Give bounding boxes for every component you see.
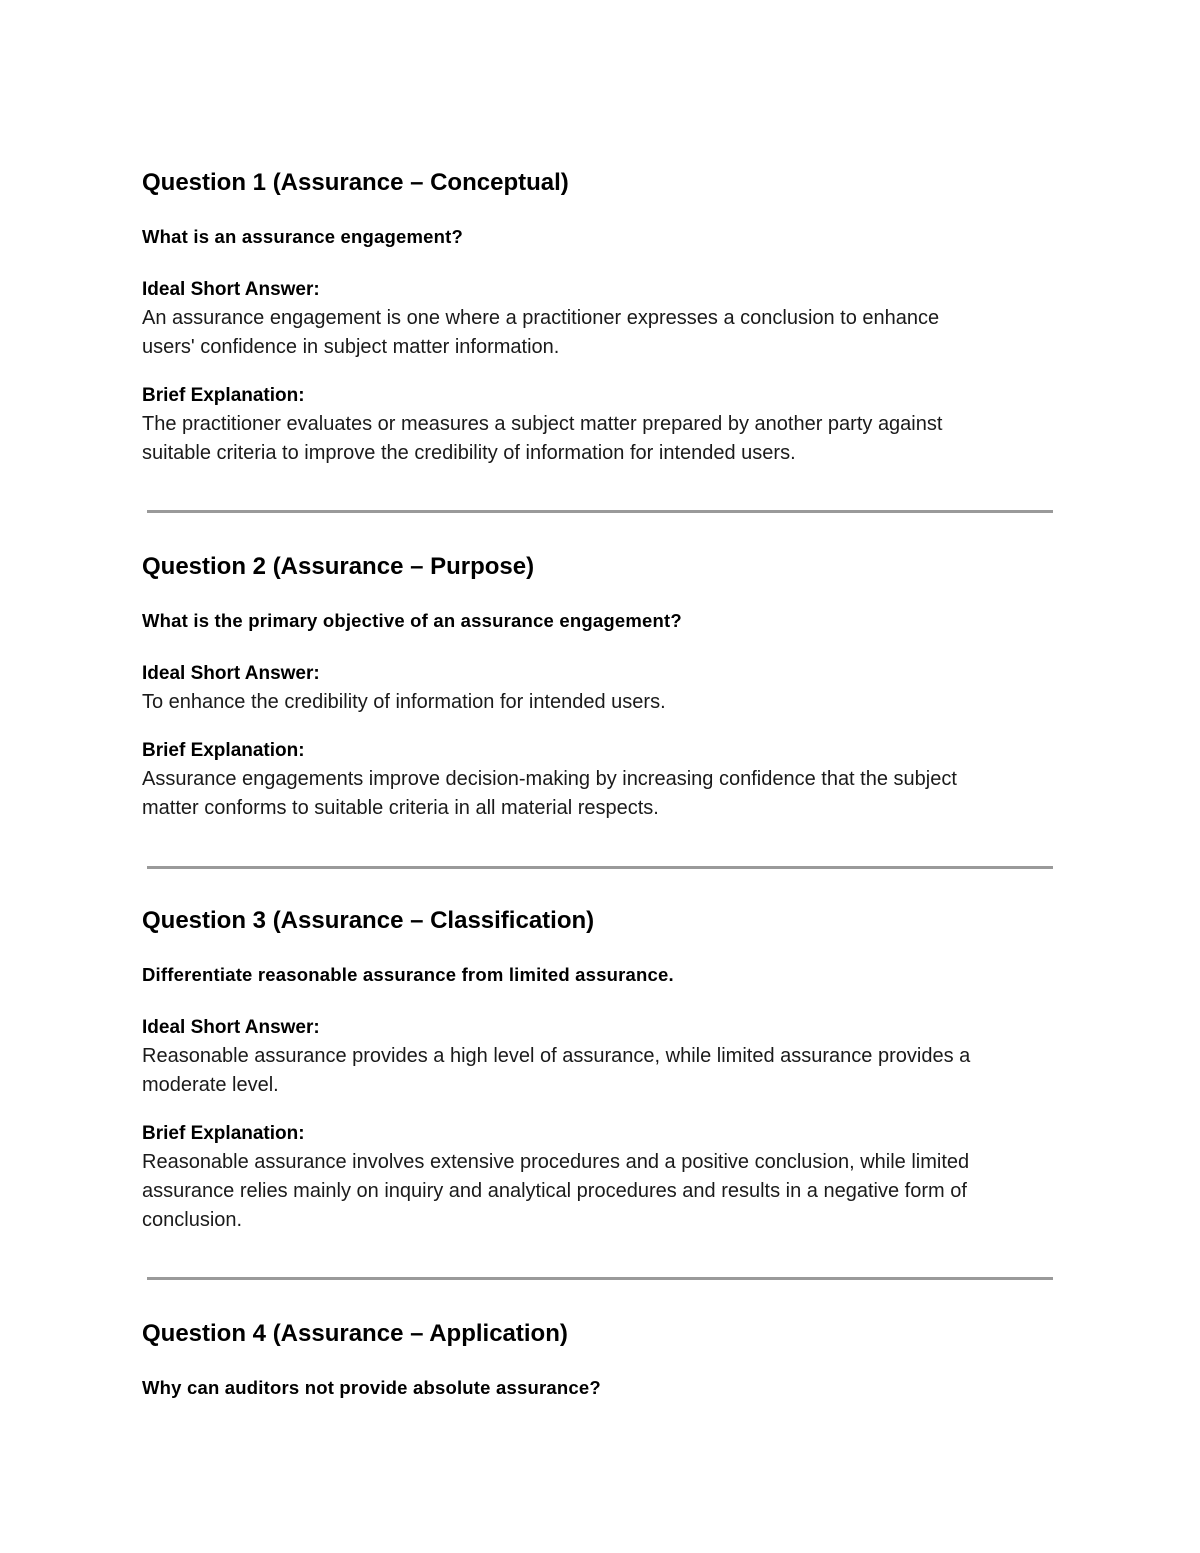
answer-label: Ideal Short Answer:	[142, 1017, 320, 1038]
section-divider	[147, 1277, 1053, 1280]
question-title: Question 3 (Assurance – Classification)	[142, 907, 595, 934]
question-title: Question 4 (Assurance – Application)	[142, 1320, 568, 1347]
question-text: What is an assurance engagement?	[142, 226, 463, 247]
question-title: Question 2 (Assurance – Purpose)	[142, 553, 535, 580]
question-3	[142, 906, 1062, 1235]
answer-label: Ideal Short Answer:	[142, 279, 320, 300]
explanation-line: assurance relies mainly on inquiry and analytical procedures and results in a negative form of	[142, 1180, 967, 1202]
question-1	[142, 168, 1062, 468]
answer-line: An assurance engagement is one where a practitioner expresses a conclusion to enhance	[142, 307, 940, 329]
explanation-line: Reasonable assurance involves extensive procedures and a positive conclusion, while limited	[142, 1151, 970, 1173]
explanation-label: Brief Explanation:	[142, 385, 305, 406]
explanation-line: matter conforms to suitable criteria in all material respects.	[142, 797, 659, 819]
section-divider	[147, 510, 1053, 513]
explanation-line: Assurance engagements improve decision-making by increasing confidence that the subject	[142, 768, 957, 790]
answer-line: moderate level.	[142, 1074, 279, 1096]
question-text: Why can auditors not provide absolute assurance?	[142, 1377, 601, 1398]
explanation-line: conclusion.	[142, 1209, 243, 1231]
answer-line: Reasonable assurance provides a high level of assurance, while limited assurance provides a	[142, 1045, 971, 1067]
explanation-label: Brief Explanation:	[142, 740, 305, 761]
question-text: Differentiate reasonable assurance from limited assurance.	[142, 964, 674, 985]
answer-label: Ideal Short Answer:	[142, 663, 320, 684]
question-2	[142, 552, 1062, 823]
question-text: What is the primary objective of an assurance engagement?	[142, 610, 682, 631]
answer-line: To enhance the credibility of information for intended users.	[142, 691, 666, 713]
explanation-line: The practitioner evaluates or measures a subject matter prepared by another party against	[142, 413, 943, 435]
explanation-label: Brief Explanation:	[142, 1123, 305, 1144]
explanation-line: suitable criteria to improve the credibility of information for intended users.	[142, 442, 796, 464]
question-4	[142, 1319, 1062, 1401]
section-divider	[147, 866, 1053, 869]
answer-line: users' confidence in subject matter information.	[142, 336, 560, 358]
question-title: Question 1 (Assurance – Conceptual)	[142, 169, 569, 196]
